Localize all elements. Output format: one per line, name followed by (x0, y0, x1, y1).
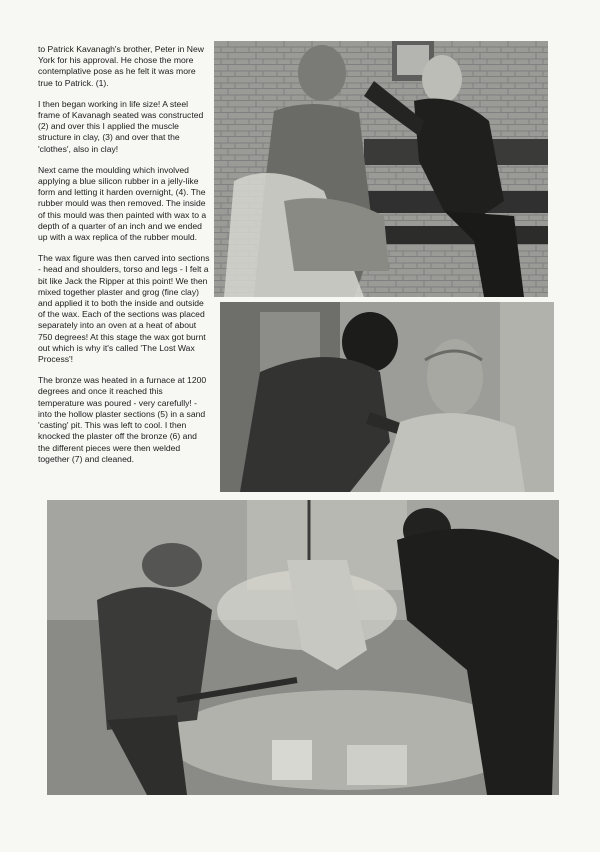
photo-wax-head-work-image (220, 302, 554, 492)
article-paragraph-1: to Patrick Kavanagh's brother, Peter in New York for his approval. He chose the more contemplative pose as he felt it was more true to Patrick. (1). (38, 44, 204, 88)
article-paragraph-4: The wax figure was then carved into sections - head and shoulders, torso and legs - I felt a bit like Jack the Ripper at this point! We then mixed together plaster and grog (fine clay) and applied it to both the inside and outside of the wax. Each of the sections was placed separately into an oven at a heat of about 750 degrees! At this stage the wax got burnt out which is why it's called 'The Lost Wax Process'! (38, 253, 210, 365)
photo-bronze-pouring-image (47, 500, 559, 795)
photo-wax-head-work (220, 302, 554, 492)
article-text-column (38, 44, 210, 475)
photo-bronze-pouring (47, 500, 559, 795)
article-paragraph-2: I then began working in life size! A steel frame of Kavanagh seated was constructed (2) and over this I applied the muscle structure in clay, (3) and over that the 'clothes', also in clay! (38, 98, 204, 154)
article-paragraph-3: Next came the moulding which involved applying a blue silicon rubber in a jelly-like form and letting it harden overnight, (4). The rubber mould was then removed. The inside of this mould was then painted with wax to a depth of a quarter of an inch and we ended up with a wax replica of the rubber mould. (38, 164, 207, 243)
photo-statue-on-bench-image (214, 41, 548, 297)
photo-statue-on-bench (214, 41, 548, 297)
article-paragraph-5: The bronze was heated in a furnace at 1200 degrees and once it reached this temperature was poured - very carefully! - into the hollow plaster sections (5) in a sand 'casting' pit. This was left to cool. I then knocked the plaster off the bronze (6) and the different pieces were then welded together (7) and cleaned. (38, 375, 207, 464)
